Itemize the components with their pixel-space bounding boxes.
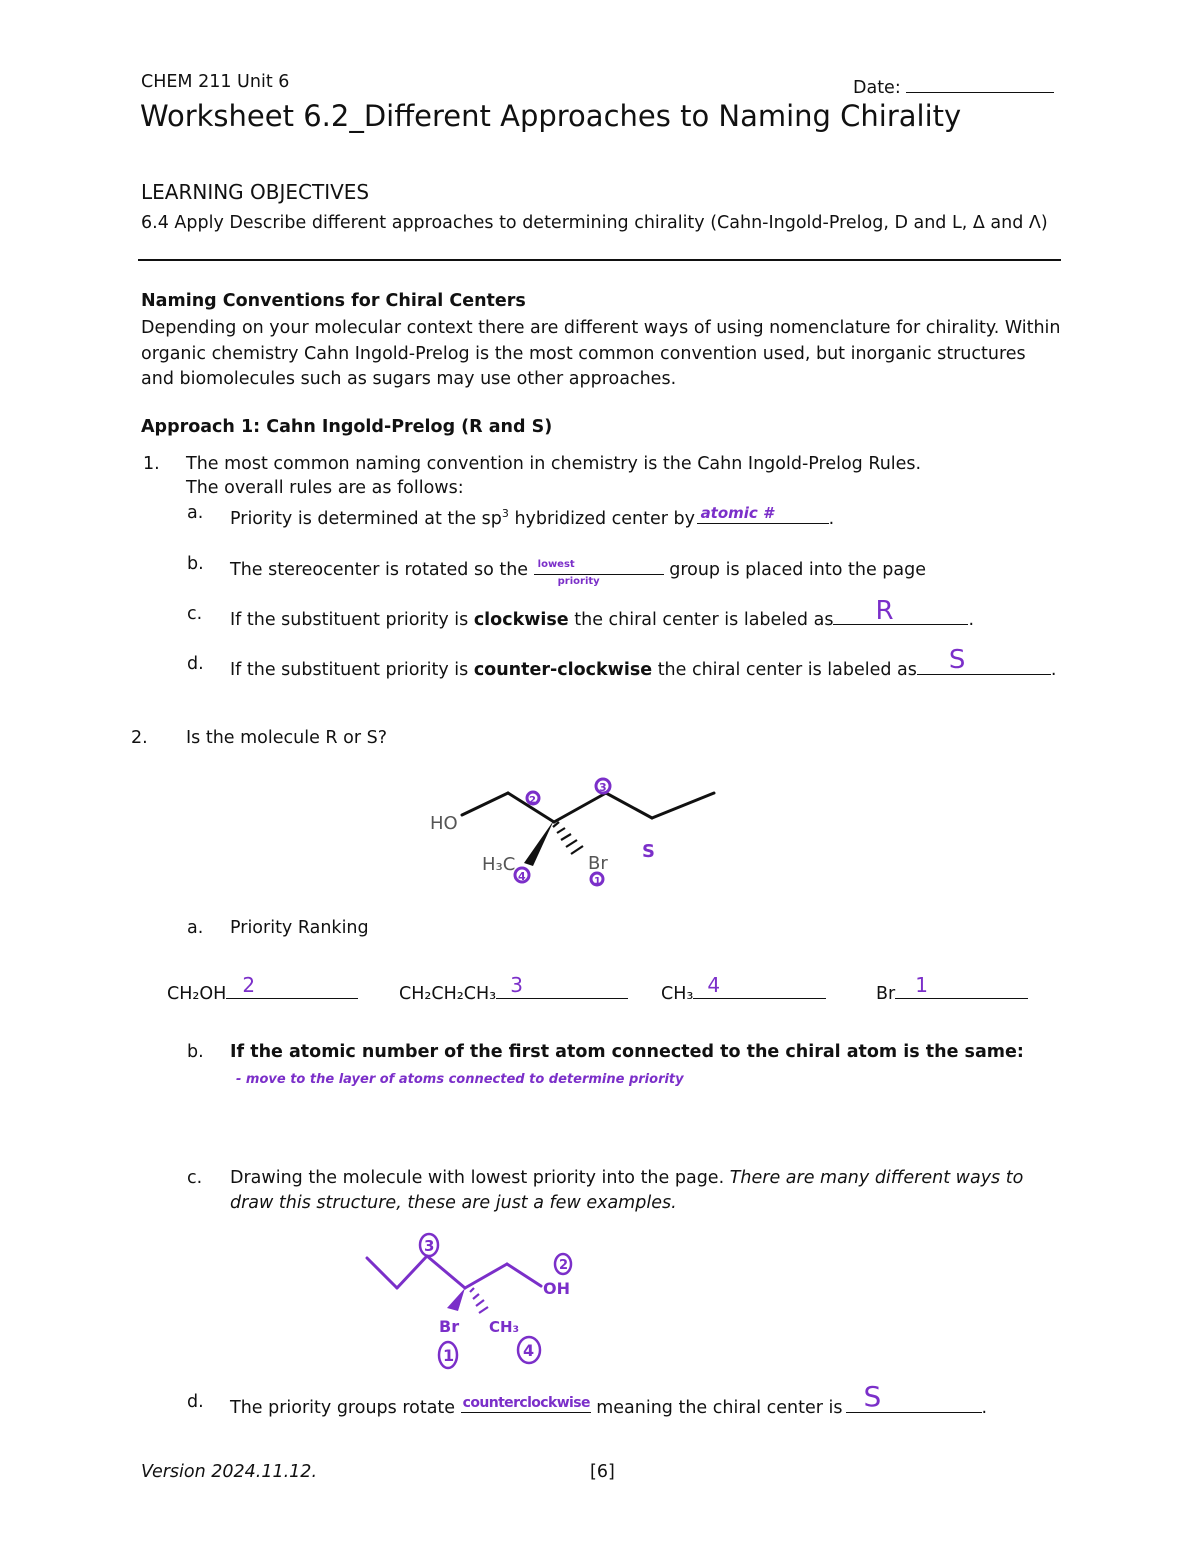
page-title: Worksheet 6.2_Different Approaches to Naming Chirality xyxy=(140,99,962,133)
date-label: Date: xyxy=(853,78,901,98)
priority-3b: 3 xyxy=(424,1237,435,1255)
q1a-answer-blank[interactable] xyxy=(697,503,829,524)
ch3-label-2: CH₃ xyxy=(489,1318,520,1336)
q1b-answer-line2: priority xyxy=(557,576,600,587)
q1c-end: . xyxy=(968,610,975,630)
q2c-italic-line2: draw this structure, these are just a few examples. xyxy=(230,1193,677,1213)
molecule-2-diagram xyxy=(355,1228,595,1373)
q2c-italic: There are many different ways to xyxy=(729,1168,1024,1188)
q1b-label: b. xyxy=(187,554,204,574)
priority-blank[interactable] xyxy=(693,973,826,999)
priority-2: 2 xyxy=(529,795,536,806)
course-label: CHEM 211 Unit 6 xyxy=(141,72,290,92)
oh-label: OH xyxy=(543,1279,570,1298)
objective-item: 6.4 Apply Describe different approaches to determining chirality (Cahn-Ingold-Prelog, D and L, Δ and Λ) xyxy=(141,213,1048,233)
q1a-superscript: 3 xyxy=(501,507,509,521)
q2d-answer2: S xyxy=(863,1380,882,1413)
priority-group: CH₃ xyxy=(661,984,694,1004)
wedge-bond-2 xyxy=(447,1288,465,1311)
naming-line: Depending on your molecular context there are different ways of using nomenclature for chirality. Within xyxy=(141,318,1061,338)
q1c-text-pre: If the substituent priority is xyxy=(230,610,474,630)
objectives-heading: LEARNING OBJECTIVES xyxy=(141,180,370,204)
q1a-text-before: Priority is determined at the sp xyxy=(230,509,502,529)
q1-line1: The most common naming convention in chemistry is the Cahn Ingold-Prelog Rules. xyxy=(186,454,922,474)
h3c-label: H₃C xyxy=(482,854,516,875)
hash-bond xyxy=(553,822,583,854)
q1a-text-after: hybridized center by xyxy=(508,509,695,529)
q1d-answer: S xyxy=(948,645,966,675)
bond-c3-c4 xyxy=(606,793,652,818)
q2-question: Is the molecule R or S? xyxy=(186,728,387,748)
q1-number: 1. xyxy=(143,454,160,474)
q1d-text-post: the chiral center is labeled as xyxy=(652,660,917,680)
priority-blank[interactable] xyxy=(226,973,358,999)
priority-blank[interactable] xyxy=(496,973,628,999)
priority-item xyxy=(399,973,628,1004)
q2a-label: a. xyxy=(187,918,204,938)
priority-answer: 3 xyxy=(510,973,523,997)
molecule-1-diagram xyxy=(420,765,740,895)
priority-item xyxy=(167,973,358,1004)
section-divider xyxy=(138,259,1061,261)
footer-page-number: [6] xyxy=(590,1462,615,1482)
bond-d xyxy=(465,1264,507,1288)
q2d-answer1: counterclockwise xyxy=(462,1395,590,1411)
wedge-bond xyxy=(524,820,554,866)
priority-2b: 2 xyxy=(559,1258,569,1273)
q1-line2: The overall rules are as follows: xyxy=(186,478,464,498)
q1b-answer-line1: lowest xyxy=(537,559,575,570)
bond-b xyxy=(397,1256,427,1288)
q1d-text-pre: If the substituent priority is xyxy=(230,660,474,680)
priority-1: 1 xyxy=(594,876,601,887)
q1a-end: . xyxy=(828,509,835,529)
q1d-text xyxy=(230,645,1057,680)
naming-heading: Naming Conventions for Chiral Centers xyxy=(141,291,526,311)
priority-blank[interactable] xyxy=(895,973,1028,999)
naming-paragraph xyxy=(141,316,1061,393)
q1d-answer-blank[interactable] xyxy=(917,645,1051,675)
q2d-answer1-blank[interactable] xyxy=(461,1392,591,1413)
q2d-text xyxy=(230,1380,988,1418)
q2d-label: d. xyxy=(187,1392,204,1412)
q1c-label: c. xyxy=(187,604,203,624)
priority-group: Br xyxy=(876,984,896,1004)
priority-answer: 1 xyxy=(915,973,928,997)
q1c-text xyxy=(230,596,975,630)
approach1-heading: Approach 1: Cahn Ingold-Prelog (R and S) xyxy=(141,417,553,437)
molecule-1-answer: S xyxy=(642,841,655,862)
q2b-answer: - move to the layer of atoms connected to determine priority xyxy=(236,1072,684,1087)
q2d-answer2-blank[interactable] xyxy=(846,1380,982,1413)
q1a-label: a. xyxy=(187,503,204,523)
q2c-text xyxy=(230,1168,1023,1188)
q1b-text-before: The stereocenter is rotated so the xyxy=(230,560,529,580)
priority-item xyxy=(876,973,1028,1004)
date-field xyxy=(853,72,1054,98)
q1b-text-after: group is placed into the page xyxy=(669,560,926,580)
q1d-end: . xyxy=(1050,660,1057,680)
q1d-label: d. xyxy=(187,654,204,674)
priority-3: 3 xyxy=(599,781,607,794)
priority-answer: 2 xyxy=(242,973,256,997)
q1a-answer: atomic # xyxy=(700,504,774,522)
q1c-answer-blank[interactable] xyxy=(833,596,968,626)
q1c-answer: R xyxy=(875,596,894,626)
q1b-text xyxy=(230,554,926,587)
br-label-2: Br xyxy=(439,1317,460,1336)
bond-a xyxy=(367,1258,397,1288)
priority-4: 4 xyxy=(518,870,526,883)
naming-line: and biomolecules such as sugars may use other approaches. xyxy=(141,369,677,389)
q2d-end: . xyxy=(981,1398,988,1418)
q2a-text: Priority Ranking xyxy=(230,918,369,938)
priority-1b: 1 xyxy=(443,1346,455,1365)
naming-line: organic chemistry Cahn Ingold-Prelog is the most common convention used, but inorganic structures xyxy=(141,343,1026,364)
priority-4b: 4 xyxy=(523,1341,535,1360)
q2c-text-main: Drawing the molecule with lowest priority into the page. xyxy=(230,1168,725,1188)
bond-ho-c1 xyxy=(462,793,508,815)
q1d-bold: counter-clockwise xyxy=(473,660,653,680)
q1c-text-post: the chiral center is labeled as xyxy=(568,610,834,630)
footer-version: Version 2024.11.12. xyxy=(141,1462,318,1482)
bond-c xyxy=(427,1256,465,1288)
q2b-text: If the atomic number of the first atom connected to the chiral atom is the same: xyxy=(230,1042,1024,1062)
date-blank[interactable] xyxy=(906,72,1054,93)
priority-answer: 4 xyxy=(707,973,721,997)
q2d-text-middle: meaning the chiral center is xyxy=(596,1398,843,1418)
q1a-text xyxy=(230,503,834,529)
priority-group: CH₂OH xyxy=(167,984,227,1004)
q2-number: 2. xyxy=(131,728,148,748)
q1b-answer-blank[interactable] xyxy=(534,554,664,587)
q2d-text-before: The priority groups rotate xyxy=(230,1398,456,1418)
q2c-label: c. xyxy=(187,1168,203,1188)
bond-chiral-c3 xyxy=(554,793,606,822)
bond-e xyxy=(507,1264,541,1286)
bond-c4-c5 xyxy=(652,793,714,818)
priority-item xyxy=(661,973,826,1004)
q1c-bold: clockwise xyxy=(473,610,569,630)
hash-bond-2 xyxy=(470,1288,488,1313)
q2b-label: b. xyxy=(187,1042,204,1062)
ho-label: HO xyxy=(430,813,458,834)
priority-group: CH₂CH₂CH₃ xyxy=(399,984,497,1004)
br-label: Br xyxy=(588,853,608,874)
